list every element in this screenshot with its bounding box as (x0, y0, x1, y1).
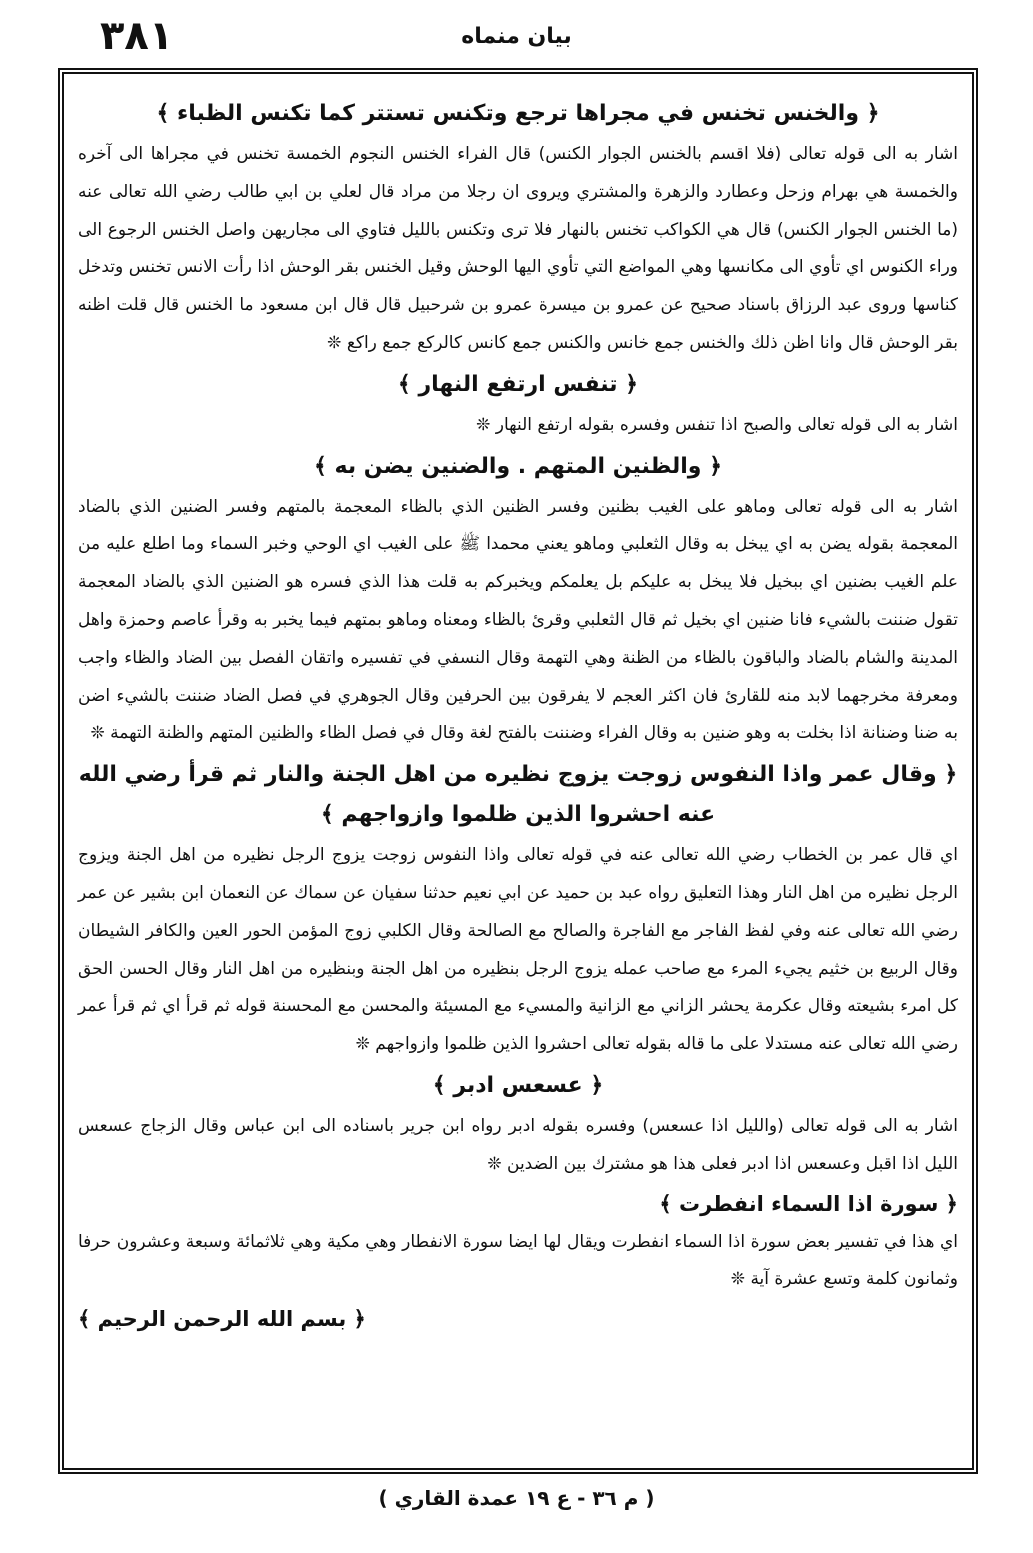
basmala: ﴿ بسم الله الرحمن الرحيم ﴾ (78, 1307, 366, 1332)
surah-heading-row (78, 1184, 958, 1224)
commentary-paragraph-asas: اشار به الى قوله تعالى (والليل اذا عسعس) وفسره بقوله ادبر رواه ابن جرير باسناده الى ابن عباس وقال الزجاج عسعس الليل اذا اقبل وعسعس اذا ادبر فعلى هذا هو مشترك بين الضدين ❊ (78, 1115, 958, 1174)
commentary-paragraph-khunnas: اشار به الى قوله تعالى (فلا اقسم بالخنس الجوار الكنس) قال الفراء الخنس النجوم الخمسة تخنس في مجراها الى آخره والخمسة هي بهرام وزحل وعطارد والزهرة والمشتري ويروى ان رجلا من مراد قال لعلي بن ابي طالب رضي الله تعالى عنه (ما الخنس الجوار الكنس) قال هي الكواكب تخنس بالنهار فلا ترى وتكنس بالليل فتاوي الى مجاريهن واصل الخنس الرجوع الى وراء الكنوس اي تأوي الى مكانسها وهي المواضع التي تأوي اليها الوحش وقيل الخنس بقر الوحش اذا رأت الانس تخنس وتدخل كناسها وروى عبد الرزاق باسناد صحيح عن عمرو بن ميسرة عمرو بن شرحبيل قال قال ابن مسعود ما الخنس قال قلت اظنه بقر الوحش قال وانا اظن ذلك والخنس جمع خانس والكنس جمع كانس كالركع جمع راكع ❊ (78, 144, 958, 353)
page-frame (58, 68, 978, 1474)
page-footer: ( م ٣٦ - ع ١٩ عمدة القاري ) (378, 1486, 655, 1510)
commentary-paragraph-umar: اي قال عمر بن الخطاب رضي الله تعالى عنه في قوله تعالى واذا النفوس زوجت يزوج الرجل نظيره من اهل الجنة ويزوج الرجل نظيره من اهل النار وهذا التعليق رواه عبد بن حميد عن ابي نعيم حدثنا سفيان عن سماك عن النعمان ابن بشير عن عمر رضي الله تعالى عنه وفي لفظ الفاجر مع الفاجرة والصالح مع الصالحة وقال الكلبي زوج المؤمن الحور العين والكافر الشيطان وقال الربيع بن خثيم يجيء المرء مع صاحب عمله يزوج الرجل بنظيره من اهل الجنة وبنظيره من اهل النار وقال الحسن الحق كل امرء بشيعته وقال عكرمة يحشر الزاني مع الزانية والمسيء مع المسيئة والمحسن مع المحسنة قوله ثم قرأ اي ثم قرأ عمر رضي الله تعالى عنه مستدلا على ما قاله بقوله تعالى احشروا الذين ظلموا وازواجهم ❊ (78, 845, 958, 1055)
section-heading-zanin: ﴿ والظنين المتهم . والضنين يضن به ﴾ (314, 453, 722, 479)
section-heading-umar: ﴿ وقال عمر واذا النفوس زوجت يزوج نظيره من اهل الجنة والنار ثم قرأ رضي الله عنه احشروا الذين ظلموا وازواجهم ﴾ (78, 762, 958, 828)
section-heading-tanaffasa: ﴿ تنفس ارتفع النهار ﴾ (397, 371, 639, 397)
section-heading-asas: ﴿ عسعس ادبر ﴾ (432, 1072, 604, 1098)
commentary-paragraph-tanaffasa: اشار به الى قوله تعالى والصبح اذا تنفس وفسره بقوله ارتفع النهار ❊ (476, 414, 958, 435)
page-content (78, 94, 958, 1339)
surah-description: اي هذا في تفسير بعض سورة اذا السماء انفطرت ويقال لها ايضا سورة الانفطار وهي مكية وهي ثلاثمائة وسبعة وعشرون حرفا وثمانون كلمة وتسع عشرة آية ❊ (78, 1231, 958, 1290)
running-head: بيان منماه (461, 24, 572, 49)
section-heading-khunnas: ﴿ والخنس تخنس في مجراها ترجع وتكنس تستتر كما تكنس الظباء ﴾ (156, 101, 880, 126)
commentary-paragraph-zanin: اشار به الى قوله تعالى وماهو على الغيب بظنين وفسر الظنين الذي بالظاء المعجمة بالمتهم وفسر الضنين الذي بالضاد المعجمة بقوله يضن به اي يبخل به وقال الثعلبي وماهو يعني محمدا ﷺ على الغيب اي الوحي وخبر السماء وما اطلع عليه من علم الغيب بضنين اي ببخيل فلا يبخل به عليكم بل يعلمكم ويخبركم به قلت هذا الذي فسره هو الضنين الذي بالضاد المعجمة تقول ضننت بالشيء فانا ضنين اي بخيل ثم قال الثعلبي وقرئ بالظاء ومعناه وماهو بمتهم فيما يخبر به وقرأ عاصم وحمزة واهل المدينة والشام بالضاد والباقون بالظاء من الظنة وهي التهمة وقال النسفي في تفسيره واتقان الفصل بين الضاد والظاء واجب ومعرفة مخرجهما لابد منه للقارئ فان اكثر العجم لا يفرقون بين الحرفين وقال الجوهري في فصل الضاد ضننت بالشيء اضن به ضنا وضنانة اذا بخلت به وهو ضنين به وقال الفراء وضننت بالفتح لغة وقال في فصل الظاء والظنين المتهم والظنة التهمة ❊ (78, 496, 958, 744)
basmala-row (78, 1299, 958, 1339)
surah-heading: ﴿ سورة اذا السماء انفطرت ﴾ (659, 1191, 958, 1216)
page-number: ٣٨١ (100, 13, 174, 59)
